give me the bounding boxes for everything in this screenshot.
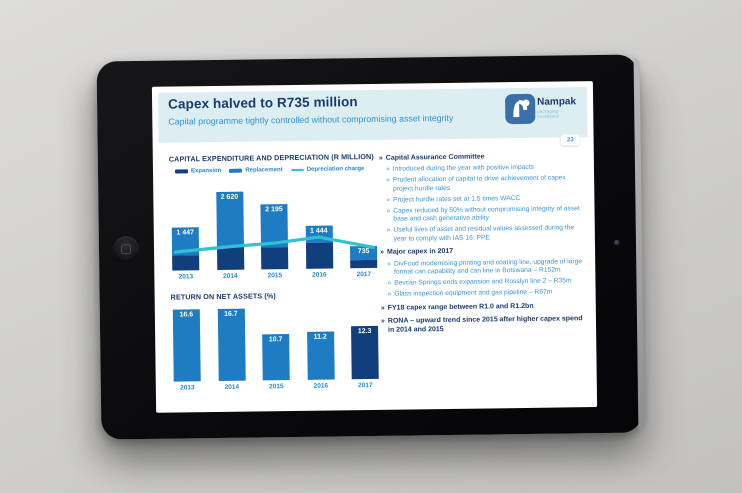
depreciation-swatch-icon bbox=[291, 169, 304, 172]
bar-value-label: 10.7 bbox=[268, 336, 283, 344]
section-heading: RONA – upward trend since 2015 after higher capex spend in 2014 and 2015 bbox=[387, 315, 583, 334]
depreciation-line bbox=[171, 186, 377, 271]
x-tick: 2017 bbox=[356, 270, 372, 279]
bar-value-label: 12.3 bbox=[357, 327, 372, 336]
section-major-capex bbox=[380, 246, 585, 299]
bullet-text: Bevcan Springs ends expansion and Rosslyn line 2 – R35m bbox=[394, 277, 572, 287]
capex-x-axis bbox=[172, 271, 377, 281]
expansion-swatch-icon bbox=[175, 170, 188, 174]
slide-title: Capex halved to R735 million bbox=[168, 94, 358, 112]
brand-tagline: packaging excellence bbox=[537, 108, 560, 119]
legend-label: Depreciation charge bbox=[306, 166, 365, 173]
nampak-logo-icon bbox=[505, 94, 535, 124]
rona-bar-2013 bbox=[173, 310, 201, 382]
legend-item-expansion bbox=[175, 168, 221, 175]
x-tick: 2014 bbox=[223, 272, 238, 280]
bullet-text: Glass inspection equipment and gas pipeline – R67m bbox=[394, 288, 553, 298]
home-button[interactable] bbox=[113, 236, 139, 262]
bullet-icon: » bbox=[387, 290, 392, 298]
bullet-icon: » bbox=[378, 154, 383, 162]
rona-bar-2014 bbox=[217, 309, 245, 381]
section-fy18-capex bbox=[381, 302, 585, 313]
bullet-icon: » bbox=[385, 165, 390, 174]
section-heading: Capital Assurance Committee bbox=[385, 153, 485, 162]
bullet-icon: » bbox=[386, 207, 391, 215]
legend-item-depreciation bbox=[291, 166, 365, 173]
bullet-icon: » bbox=[380, 318, 385, 326]
front-camera bbox=[614, 240, 620, 246]
tablet bbox=[97, 54, 643, 439]
home-button-icon bbox=[121, 244, 131, 254]
bullet-text: Useful lives of asset and residual values assessed during the year to comply with IAS 16: PPE bbox=[393, 224, 575, 243]
bullet-icon: » bbox=[386, 226, 391, 235]
capex-chart bbox=[171, 186, 377, 271]
rona-chart bbox=[173, 307, 379, 382]
tablet-side-edge bbox=[634, 57, 645, 429]
bar-value-label: 11.2 bbox=[313, 333, 327, 341]
bar-value-label: 16.6 bbox=[179, 311, 194, 319]
x-tick: 2013 bbox=[180, 384, 195, 392]
x-tick: 2014 bbox=[224, 383, 240, 391]
bar-value-label: 2 195 bbox=[265, 205, 283, 214]
bullet-icon: » bbox=[380, 304, 385, 312]
replacement-swatch-icon bbox=[229, 169, 242, 173]
legend-label: Expansion bbox=[190, 167, 222, 175]
capex-chart-title: CAPITAL EXPENDITURE AND DEPRECIATION (R MILLION) bbox=[168, 151, 374, 164]
bullet-icon: » bbox=[387, 279, 392, 287]
x-tick: 2015 bbox=[267, 272, 283, 280]
legend-label: Replacement bbox=[245, 167, 283, 174]
section-heading: Major capex in 2017 bbox=[386, 248, 454, 257]
bullet-icon: » bbox=[380, 249, 385, 257]
rona-x-axis bbox=[174, 382, 379, 392]
charts-column bbox=[169, 152, 387, 392]
tablet-screen bbox=[152, 81, 597, 413]
slide-header bbox=[158, 87, 588, 143]
bullets-column bbox=[379, 147, 585, 335]
bullet-text: Prudent allocation of capital to drive achievement of capex project hurdle rates bbox=[392, 174, 566, 193]
capex-legend bbox=[175, 166, 384, 175]
legend-item-replacement bbox=[229, 167, 282, 174]
bar-value-label: 2 620 bbox=[220, 193, 239, 201]
rona-bar-2017 bbox=[351, 326, 379, 379]
section-rona-trend bbox=[381, 315, 585, 335]
x-tick: 2015 bbox=[269, 383, 284, 391]
brand-block bbox=[537, 97, 581, 119]
bullet-icon: » bbox=[386, 176, 390, 185]
bar-value-label: 1 447 bbox=[176, 229, 195, 237]
section-heading: FY18 capex range between R1.0 and R1.2bn bbox=[387, 302, 534, 312]
bullet-text: Capex reduced by 50% without compromising integrity of asset base and cash generative ability bbox=[393, 204, 580, 223]
section-capital-assurance bbox=[379, 152, 584, 244]
bar-value-label: 1 444 bbox=[309, 227, 328, 235]
x-tick: 2013 bbox=[178, 273, 194, 281]
rona-chart-title: RETURN ON NET ASSETS (%) bbox=[170, 291, 276, 302]
bullet-text: DivFood modernising printing and coating line, upgrade of large format can capability and can line in Botswana – R152m bbox=[393, 257, 583, 276]
x-tick: 2016 bbox=[313, 382, 329, 390]
page-number-badge: 23 bbox=[561, 134, 580, 145]
bullet-text: Introduced during the year with positive impacts bbox=[392, 164, 535, 173]
rona-bar-2015 bbox=[262, 334, 290, 380]
x-tick: 2017 bbox=[358, 381, 373, 390]
bullet-icon: » bbox=[387, 260, 392, 268]
bar-value-label: 16.7 bbox=[224, 310, 238, 318]
x-tick: 2016 bbox=[312, 271, 327, 279]
bullet-icon: » bbox=[386, 196, 391, 204]
bar-value-label: 735 bbox=[357, 248, 370, 256]
bullet-text: Project hurdle rates set at 1.5 times WACC bbox=[393, 194, 521, 204]
rona-bar-2016 bbox=[307, 331, 335, 380]
slide-subtitle: Capital programme tightly controlled without compromising asset integrity bbox=[168, 112, 454, 127]
brand-name: Nampak bbox=[537, 96, 577, 108]
